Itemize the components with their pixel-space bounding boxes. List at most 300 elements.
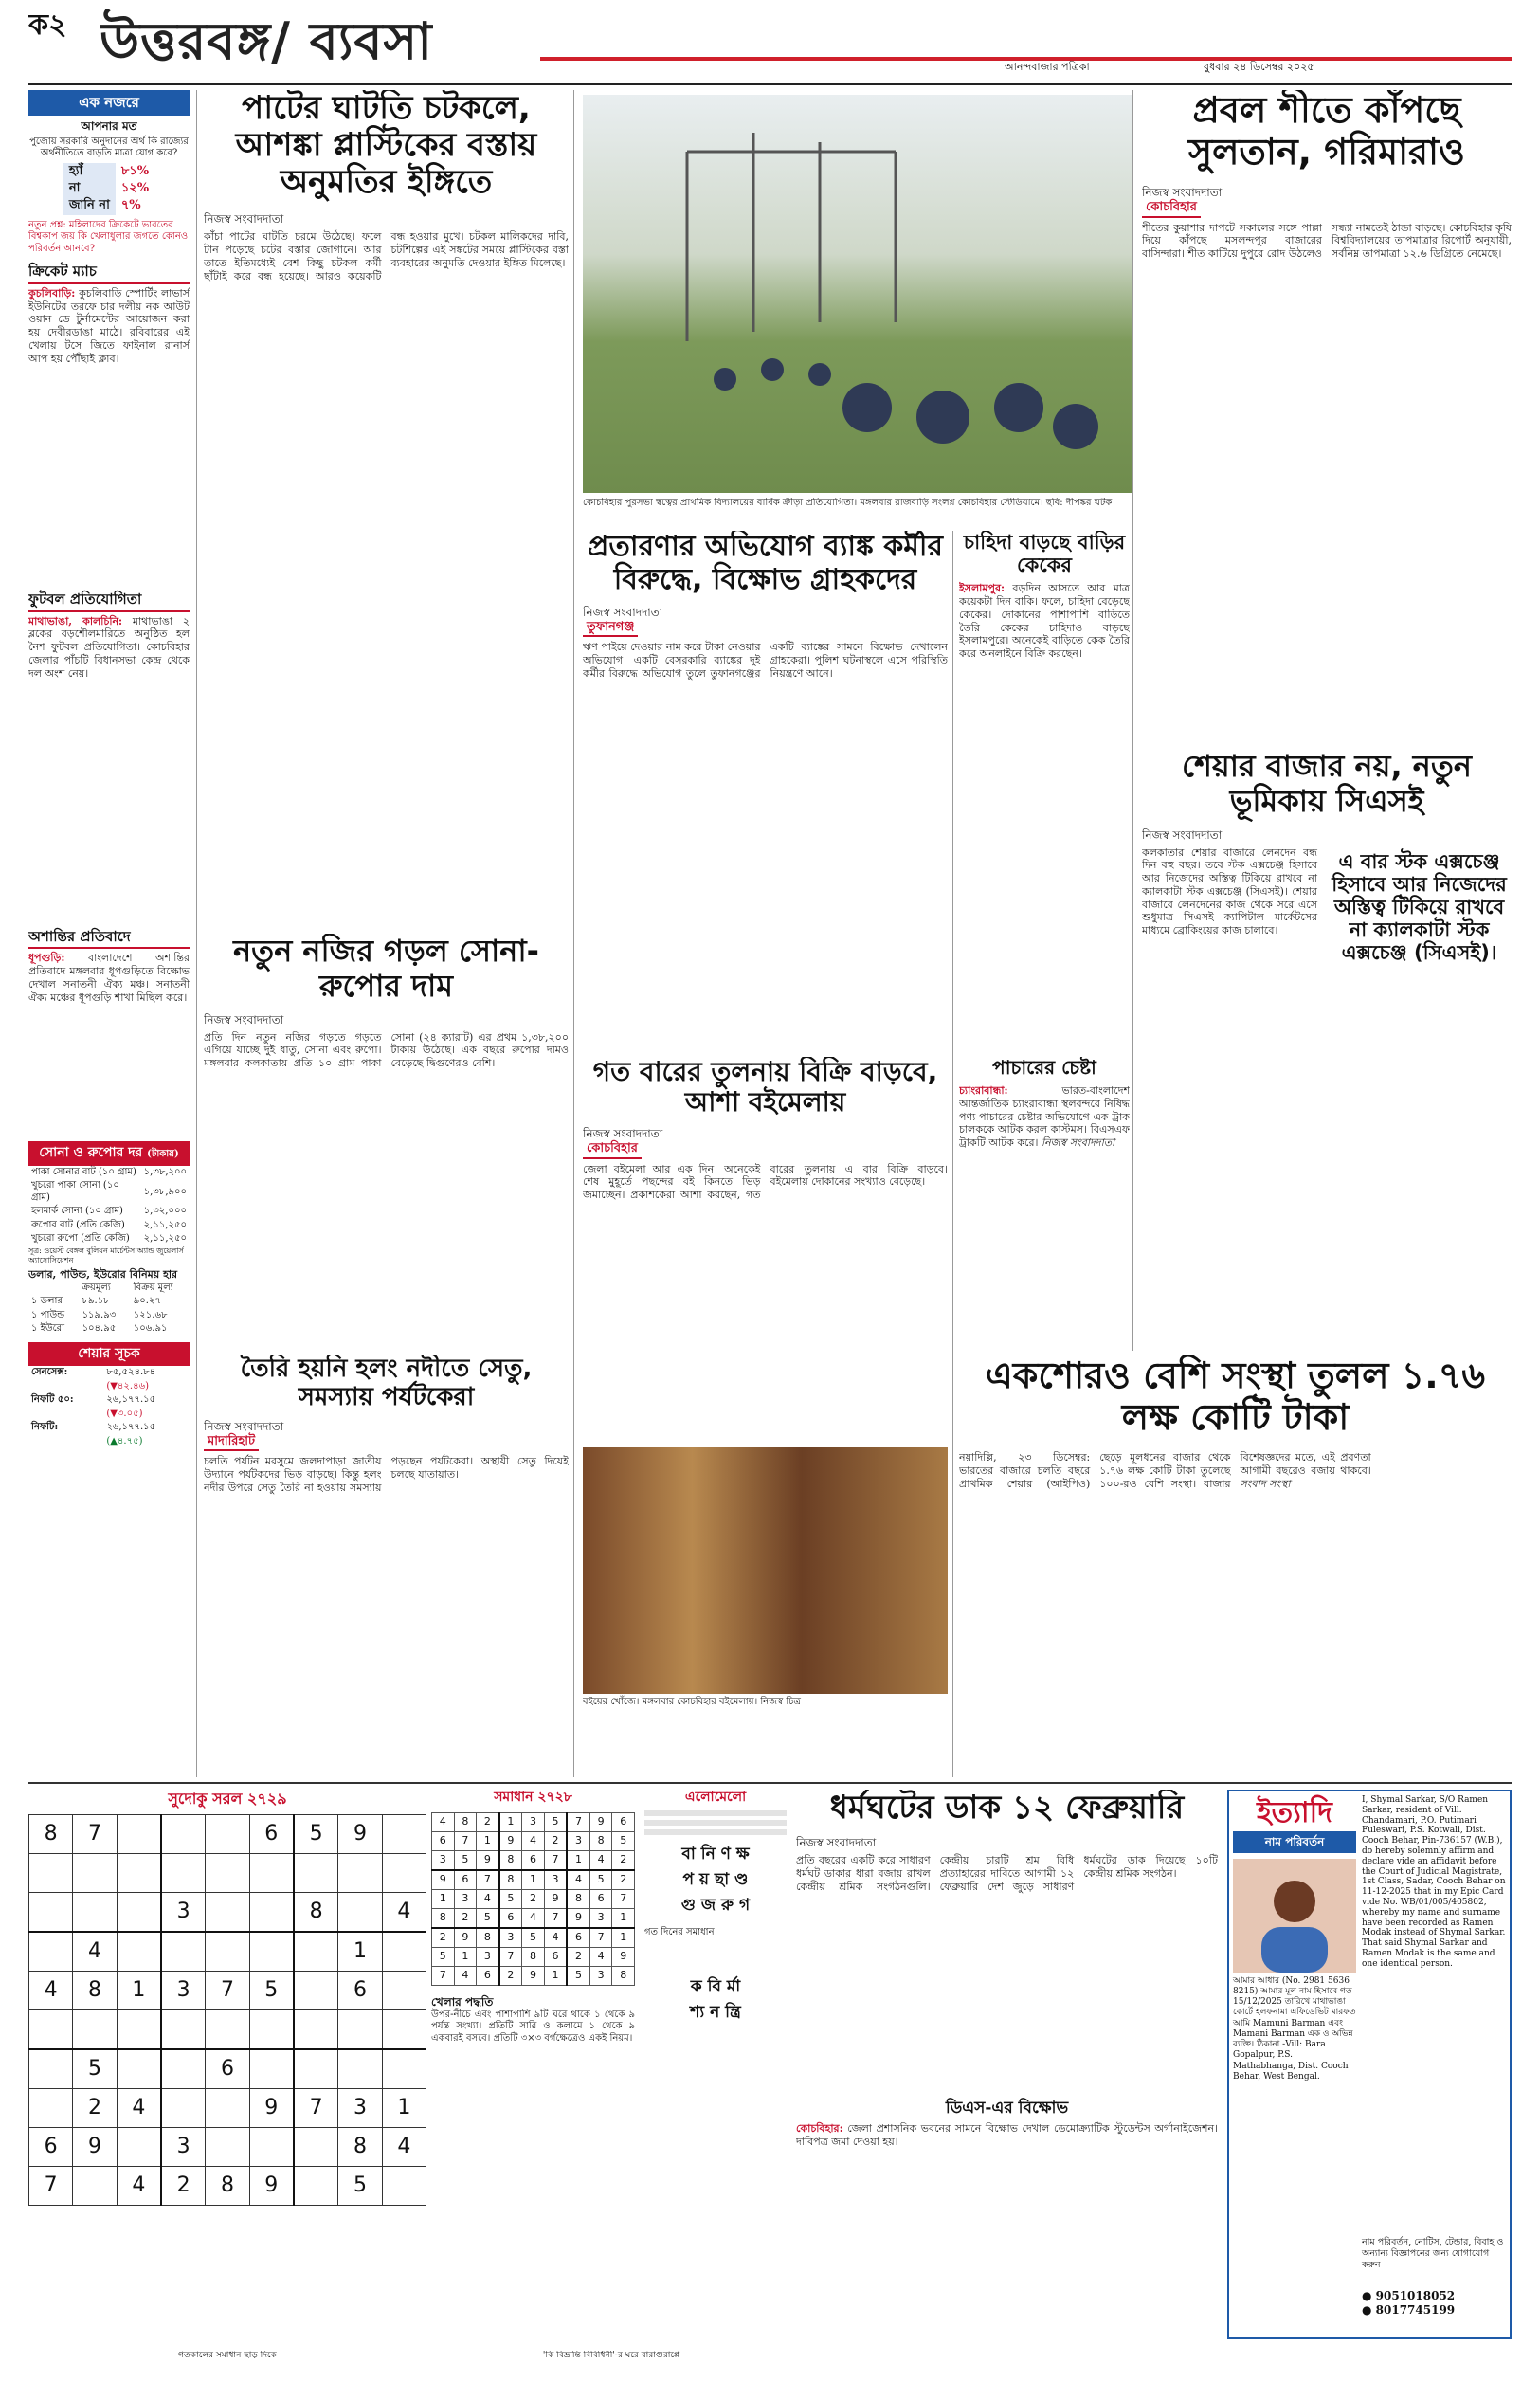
jute-headline: পাটের ঘাটতি চটকলে, আশঙ্কা প্লাস্টিকের বস্তায় অনুমতির ইঙ্গিতে	[235, 90, 537, 202]
gold-record-article	[204, 934, 569, 1341]
sudoku-cell[interactable]	[29, 2049, 73, 2089]
sudoku-cell: 8	[206, 2167, 249, 2206]
sudoku-cell[interactable]	[161, 1854, 206, 1893]
sudoku-cell[interactable]	[249, 2049, 294, 2089]
gold-price: ১,৩২,০০০	[143, 1206, 187, 1217]
sudoku-row	[29, 1932, 426, 1972]
sudoku-cell[interactable]	[117, 2049, 161, 2089]
sudoku-cell: 3	[161, 1972, 206, 2010]
sudoku-row	[29, 2089, 426, 2128]
currency-sell: ১২১.৬৮	[133, 1309, 168, 1320]
cse-body: কলকাতার শেয়ার বাজারে লেনদেন বন্ধ দিন বহু বছর। তবে স্টক এক্সচেঞ্জ হিসাবে আর নিজেদের অস্তিত্ব টিকিয়ে রাখবে না ক্যালকাটা স্টক এক্সচেঞ্জ (সিএসই)। শেয়ার বাজারে লেনদেনের কাজ থেকে সরে এসে শুধুমাত্র সিএসই ক্যাপিটাল মার্কেটসের মাধ্যমে ব্রোকিংয়ের কাজ চালাবে।	[1142, 846, 1317, 937]
gold-rate-row	[28, 1205, 190, 1219]
cricket-body	[28, 287, 190, 591]
classified-panel	[1227, 1790, 1512, 2339]
solution-cell: 7	[544, 1850, 567, 1870]
cold-headline: প্রবল শীতে কাঁপছে সুলতান, গরিমারাও	[1188, 90, 1465, 173]
contact-text: নাম পরিবর্তন, নোটিস, টেন্ডার, বিবাহ ও অন্যান্য বিজ্ঞাপনের জন্য যোগাযোগ করুন	[1362, 2237, 1504, 2270]
at-a-glance-title: এক নজরে	[28, 90, 190, 116]
sudoku-cell[interactable]	[117, 2010, 161, 2050]
cold-byline: নিজস্ব সংবাদদাতা	[1142, 186, 1223, 200]
index-change: (▲৪.৭৫)	[106, 1435, 143, 1446]
index-row	[28, 1393, 190, 1408]
footer-note: 'কি বিভ্রান্তি বিবিধিনী'-র ঘরে বারাগুরাপ্পে	[542, 2351, 680, 2360]
jumble-answer-label: গত দিনের সমাধান	[644, 1927, 715, 1938]
sports-photo-caption: কোচবিহার পুরসভা স্বত্বের প্রাথমিক বিদ্যালয়ের বার্ষিক ক্রীড়া প্রতিযোগিতা। মঙ্গলবার রাজবাড়ি সংলগ্ন কোচবিহার স্টেডিয়ামে। ছবি: দীপঙ্কর ঘটক	[583, 498, 1113, 508]
index-row	[28, 1366, 190, 1380]
sudoku-panel	[28, 1790, 426, 2339]
smuggling-text: ভারত-বাংলাদেশ আন্তর্জাতিক চ্যাংরাবান্ধা স্থলবন্দরে নিষিদ্ধ পণ্য পাচারের চেষ্টার অভিযোগে এক ট্রাক চালককে আটক করল কাস্টমস। বিএসএফ ট্রাকটি আটক করে।	[959, 1084, 1130, 1149]
poll-row	[63, 180, 154, 197]
notice-photo	[1233, 1859, 1356, 1973]
solution-cell: 1	[612, 1928, 635, 1948]
solution-cell: 3	[589, 1966, 612, 1985]
sudoku-cell[interactable]	[382, 2167, 426, 2206]
sudoku-cell[interactable]	[382, 1815, 426, 1854]
cake-text: বড়দিন আসতে আর মাত্র কয়েকটা দিন বাকি। ফলে, চাহিদা বেড়েছে কেকের। দোকানের পাশাপাশি বাড়িতে তৈরি কেকের চাহিদাও বাড়ছে ইসলামপুরে। অনেকেই বাড়িতে কেক তৈরি করে অনলাইনে বিক্রি করছেন।	[959, 582, 1130, 661]
index-change: (▼৪২.৪৬)	[106, 1380, 149, 1391]
sudoku-row	[29, 2049, 426, 2089]
currency-row	[28, 1295, 190, 1309]
sudoku-cell[interactable]	[161, 1815, 206, 1854]
strike-byline: নিজস্ব সংবাদদাতা	[796, 1836, 877, 1850]
currency-buy: ১০৪.৯৫	[82, 1323, 117, 1334]
sudoku-cell[interactable]	[294, 2167, 338, 2206]
cake-article	[959, 531, 1130, 1043]
sudoku-cell[interactable]	[338, 2049, 382, 2089]
tourism-article	[204, 1355, 569, 1777]
solution-cell: 4	[522, 1908, 545, 1928]
currency-sell: ৯০.২৭	[133, 1296, 161, 1306]
gold-record-body: প্রতি দিন নতুন নজির গড়তে গড়তে এগিয়ে যাচ্ছে দুই ধাতু, সোনা এবং রুপো। মঙ্গলবার কলকাতায় প্রতি ১০ গ্রাম পাকা সোনা (২৪ ক্যারাট) এর প্রথম ১,৩৮,২০০ টাকায় উঠেছে। এক বছরে রুপোর দামও বেড়েছে দ্বিগুণেরও বেশি।	[204, 1030, 569, 1070]
gold-rate-row	[28, 1166, 190, 1180]
index-row	[28, 1380, 190, 1394]
sudoku-cell: 8	[338, 2128, 382, 2167]
solution-cell: 7	[567, 1812, 589, 1831]
sudoku-cell: 4	[73, 1932, 117, 1972]
notice-bengali: আমার আধার (No. 2981 5636 8215) আমার মূল নাম হিসাবে গত 15/12/2025 তারিখে মাথাভাঙা কোর্টে হলফনামা এফিডেভিট মারফত আমি Mamuni Barman এবং Mamani Barman এক ও অভিন্ন ব্যক্তি। ঠিকানা -Vill: Bara Gopalpur, P.S. Mathabhanga, Dist. Cooch Behar, West Bengal.	[1233, 1975, 1356, 2082]
sudoku-cell[interactable]	[161, 1932, 206, 1972]
jute-body: কাঁচা পাটের ঘাটতি চরমে উঠেছে। ফলে টান পড়েছে চটের বস্তার জোগানে। আর তাতে ইতিমধ্যেই বেশ কিছু চটকল কর্মী ছাঁটাই করে বন্ধ হয়েছে। আরও কয়েকটি বন্ধ হওয়ার মুখে। চটকল মালিকদের দাবি, চটশিল্পের এই সঙ্কটের সময়ে প্লাস্টিকের বস্তা ব্যবহারের অনুমতি দেওয়ার ইঙ্গিত মিলেছে।	[204, 230, 569, 282]
solution-cell: 5	[544, 1812, 567, 1831]
solution-cell: 9	[589, 1812, 612, 1831]
smuggling-headline: পাচারের চেষ্টা	[992, 1057, 1096, 1079]
solution-row	[432, 1870, 635, 1890]
bookfair-caption: বইয়ের খোঁজে। মঙ্গলবার কোচবিহার বইমেলায়। নিজস্ব চিত্র	[583, 1696, 801, 1707]
solution-grid	[431, 1812, 635, 1986]
tourism-byline: নিজস্ব সংবাদদাতা	[204, 1419, 284, 1433]
sudoku-cell: 1	[338, 1932, 382, 1972]
solution-cell: 5	[499, 1889, 522, 1908]
sudoku-cell: 9	[249, 2167, 294, 2206]
sudoku-cell[interactable]	[117, 2128, 161, 2167]
poll-row	[63, 197, 154, 214]
solution-cell: 2	[454, 1908, 477, 1928]
currency-buy: ৮৯.১৮	[82, 1296, 110, 1306]
phone-number: ● 9051018052	[1362, 2289, 1456, 2302]
sudoku-cell: 5	[294, 1815, 338, 1854]
smuggling-lead: চ্যাংরাবান্ধা:	[959, 1084, 1008, 1097]
sudoku-cell[interactable]	[294, 2049, 338, 2089]
solution-cell: 8	[477, 1928, 499, 1948]
cse-byline: নিজস্ব সংবাদদাতা	[1142, 827, 1223, 842]
sudoku-cell: 3	[161, 2128, 206, 2167]
poll-question: পুজোয় সরকারি অনুদানের অর্থ কি রাজ্যের অর্থনীতিতে বাড়তি মাত্রা যোগ করে?	[29, 136, 189, 159]
sudoku-cell: 4	[382, 1893, 426, 1933]
solution-cell: 5	[522, 1928, 545, 1948]
solution-cell: 1	[612, 1908, 635, 1928]
sudoku-cell[interactable]	[206, 2089, 249, 2128]
sports-photo-illustration	[583, 95, 1132, 493]
sudoku-cell: 7	[73, 1815, 117, 1854]
currency-col-header: ক্রয়মূল্য	[82, 1282, 111, 1293]
sudoku-grid	[28, 1814, 426, 2206]
jute-article	[204, 90, 569, 924]
protest-lead: ধূপগুড়ি:	[28, 952, 65, 965]
solution-cell: 1	[522, 1870, 545, 1890]
sudoku-cell: 3	[338, 2089, 382, 2128]
cake-lead: ইসলামপুর:	[959, 582, 1006, 595]
sudoku-cell[interactable]	[161, 2049, 206, 2089]
poll-label: হ্যাঁ	[63, 163, 116, 180]
gold-record-headline: নতুন নজির গড়ল সোনা-রুপোর দাম	[233, 934, 539, 1004]
solution-cell: 2	[499, 1966, 522, 1985]
solution-cell: 4	[589, 1947, 612, 1966]
solution-cell: 8	[499, 1870, 522, 1890]
football-lead: মাথাভাঙা, কালচিনি:	[28, 614, 123, 627]
index-name: নিফটি ৫০:	[31, 1394, 74, 1405]
sudoku-cell[interactable]	[117, 1932, 161, 1972]
strike-sub-text: জেলা প্রশাসনিক ভবনের সামনে বিক্ষোভ দেখাল ডেমোক্র্যাটিক স্টুডেন্টস অর্গানাইজেশন। দাবিপত্র জমা দেওয়া হয়।	[796, 2122, 1218, 2149]
poll-results	[63, 163, 154, 215]
cricket-lead: কুচলিবাড়ি:	[28, 286, 76, 300]
sudoku-cell: 6	[338, 1972, 382, 2010]
section-title: উত্তরবঙ্গ/ ব্যবসা	[100, 11, 433, 71]
bookfair-article	[583, 1057, 948, 1777]
smuggling-body	[959, 1084, 1130, 1150]
sudoku-cell[interactable]	[206, 1854, 249, 1893]
sudoku-cell[interactable]	[206, 1932, 249, 1972]
bookfair-headline: গত বারের তুলনায় বিক্রি বাড়বে, আশা বইমেলায়	[592, 1057, 938, 1118]
football-heading: ফুটবল প্রতিযোগিতা	[28, 591, 190, 612]
jumble-word: ক বি র্মা	[690, 1976, 741, 1996]
sudoku-cell[interactable]	[161, 2089, 206, 2128]
tourism-body: চলতি পর্যটন মরসুমে জলদাপাড়া জাতীয় উদ্যানে পর্যটকদের ভিড় বাড়ছে। কিন্তু হলং নদীর উপরে সেতু তৈরি না হওয়ায় সমস্যায় পড়ছেন পর্যটকেরা। অস্থায়ী সেতু দিয়েই চলছে যাতায়াত।	[204, 1455, 569, 1494]
solution-cell: 6	[544, 1947, 567, 1966]
sudoku-cell: 5	[249, 1972, 294, 2010]
tourism-dateline: মাদারিহাট	[204, 1434, 259, 1451]
solution-cell: 4	[522, 1831, 545, 1850]
ipo-article	[959, 1355, 1512, 1777]
share-index-table	[28, 1366, 190, 1448]
phone-number-text: 8017745199	[1375, 2303, 1456, 2317]
cricket-heading: ক্রিকেট ম্যাচ	[28, 263, 190, 284]
currency-row	[28, 1309, 190, 1323]
solution-cell: 5	[432, 1947, 455, 1966]
sudoku-cell: 5	[73, 2049, 117, 2089]
sudoku-cell[interactable]	[382, 1854, 426, 1893]
solution-row	[432, 1928, 635, 1948]
rules-text: উপর-নীচে এবং পাশাপাশি ৯টি ঘরে থাকে ১ থেকে ৯ পর্যন্ত সংখ্যা। প্রতিটি সারি ও কলামে ১ থেকে ৯ একবারই বসবে। প্রতিটি ৩×৩ বর্গক্ষেত্রেও একই নিয়ম।	[431, 2009, 635, 2044]
sudoku-cell[interactable]	[206, 2010, 249, 2050]
sudoku-cell: 8	[73, 1972, 117, 2010]
sudoku-cell: 4	[382, 2128, 426, 2167]
sudoku-cell: 1	[117, 1972, 161, 2010]
sudoku-cell[interactable]	[382, 2010, 426, 2050]
sudoku-cell[interactable]	[29, 1932, 73, 1972]
sudoku-cell: 1	[382, 2089, 426, 2128]
sudoku-cell[interactable]	[73, 1893, 117, 1933]
gold-rate-source: সূত্র: ওয়েস্ট বেঙ্গল বুলিয়ন মার্চেন্টস অ্যান্ড জুয়েলার্স অ্যাসোসিয়েশন	[28, 1246, 184, 1264]
sudoku-cell[interactable]	[294, 2128, 338, 2167]
index-change: (▼৩.০৫)	[106, 1408, 143, 1419]
solution-cell: 7	[589, 1928, 612, 1948]
currency-name: ১ ইউরো	[31, 1323, 65, 1334]
sudoku-row	[29, 2010, 426, 2050]
solution-cell: 4	[454, 1966, 477, 1985]
solution-cell: 2	[567, 1947, 589, 1966]
sudoku-cell[interactable]	[249, 1854, 294, 1893]
sudoku-row	[29, 1815, 426, 1854]
sudoku-cell: 7	[294, 2089, 338, 2128]
currency-row	[28, 1322, 190, 1336]
sudoku-cell: 8	[29, 1815, 73, 1854]
gold-rate-title	[28, 1141, 190, 1166]
index-value: ৮৫,৫২৪.৮৪	[106, 1367, 156, 1377]
sudoku-cell[interactable]	[73, 1854, 117, 1893]
sudoku-cell[interactable]	[73, 2167, 117, 2206]
smuggling-article	[959, 1057, 1130, 1351]
solution-cell: 6	[589, 1889, 612, 1908]
currency-sell: ১০৬.৯১	[133, 1323, 168, 1334]
gold-item: খুচরো রুপো (প্রতি কেজি)	[31, 1233, 130, 1245]
rules-title: খেলার পদ্ধতি	[431, 1994, 494, 2009]
sudoku-cell[interactable]	[338, 1854, 382, 1893]
fraud-byline: নিজস্ব সংবাদদাতা	[583, 606, 663, 619]
solution-cell: 5	[589, 1870, 612, 1890]
solution-cell: 1	[544, 1966, 567, 1985]
poll-heading: আপনার মত	[81, 118, 137, 133]
solution-cell: 3	[477, 1947, 499, 1966]
sudoku-cell[interactable]	[29, 2089, 73, 2128]
phone-number: ● 8017745199	[1362, 2303, 1456, 2317]
solution-title: সমাধান ২৭২৮	[494, 1790, 572, 1805]
currency-name: ১ পাউন্ড	[31, 1309, 65, 1320]
poll-label: জানি না	[63, 197, 116, 214]
sudoku-cell[interactable]	[382, 2049, 426, 2089]
column-divider	[196, 90, 197, 1777]
strike-headline: ধর্মঘটের ডাক ১২ ফেব্রুয়ারি	[829, 1790, 1185, 1827]
sudoku-cell[interactable]	[73, 2010, 117, 2050]
sudoku-cell[interactable]	[294, 2010, 338, 2050]
jumble-panel	[644, 1790, 787, 2339]
sudoku-cell: 4	[117, 2167, 161, 2206]
solution-cell: 6	[612, 1812, 635, 1831]
solution-cell: 6	[499, 1908, 522, 1928]
classified-subtitle: নাম পরিবর্তন	[1233, 1831, 1356, 1853]
phone-number-text: 9051018052	[1375, 2289, 1456, 2302]
solution-cell: 2	[477, 1812, 499, 1831]
sudoku-cell: 6	[206, 2049, 249, 2089]
jumble-word: গু জ রু গ	[680, 1896, 751, 1915]
solution-cell: 6	[567, 1928, 589, 1948]
sudoku-row	[29, 2128, 426, 2167]
strike-subhead: ডিএস-এর বিক্ষোভ	[945, 2099, 1069, 2118]
currency-col-header: বিক্রয় মূল্য	[133, 1282, 173, 1293]
bookfair-photo	[583, 1447, 948, 1694]
sudoku-cell[interactable]	[382, 1932, 426, 1972]
share-index-title: শেয়ার সূচক	[28, 1342, 190, 1367]
sudoku-cell[interactable]	[249, 1932, 294, 1972]
protest-heading: অশান্তির প্রতিবাদে	[28, 928, 190, 950]
solution-row	[432, 1966, 635, 1985]
solution-row	[432, 1908, 635, 1928]
solution-cell: 9	[454, 1928, 477, 1948]
poll-next-question: নতুন প্রশ্ন: মহিলাদের ক্রিকেটে ভারতের বিশ্বকাপ জয় কি খেলাধুলার জগতে কোনও পরিবর্তন আনবে?	[28, 219, 189, 254]
gold-rate-title-text: সোনা ও রুপোর দর	[39, 1145, 143, 1161]
column-divider	[952, 531, 953, 1777]
sudoku-cell[interactable]	[338, 1893, 382, 1933]
strike-sub-body	[796, 2122, 1218, 2149]
gold-rate-row	[28, 1179, 190, 1205]
solution-cell: 3	[522, 1812, 545, 1831]
sudoku-cell[interactable]	[338, 2010, 382, 2050]
gold-price: ২,১১,২৫০	[143, 1219, 187, 1230]
fraud-dateline: তুফানগঞ্জ	[583, 620, 638, 637]
fraud-article	[583, 531, 948, 1043]
sudoku-cell: 7	[29, 2167, 73, 2206]
currency-name: ১ ডলার	[31, 1296, 63, 1306]
currency-buy: ১১৯.৯৩	[82, 1309, 117, 1320]
sudoku-cell: 2	[73, 2089, 117, 2128]
ipo-body	[959, 1451, 1512, 1736]
sudoku-title: সুদোকু সরল ২৭২৯	[168, 1790, 287, 1808]
sudoku-cell: 9	[249, 2089, 294, 2128]
bookfair-byline: নিজস্ব সংবাদদাতা	[583, 1127, 663, 1141]
sudoku-cell[interactable]	[206, 2128, 249, 2167]
strike-sub-lead: কোচবিহার:	[796, 2122, 843, 2136]
solution-row	[432, 1889, 635, 1908]
index-row	[28, 1421, 190, 1435]
solution-cell: 3	[454, 1889, 477, 1908]
sudoku-cell[interactable]	[294, 1972, 338, 2010]
solution-cell: 8	[567, 1889, 589, 1908]
solution-cell: 3	[567, 1831, 589, 1850]
solution-cell: 9	[432, 1870, 455, 1890]
sudoku-cell[interactable]	[249, 1893, 294, 1933]
solution-cell: 2	[432, 1928, 455, 1948]
jumble-word: বা নি ণ ক্ষ	[681, 1844, 750, 1864]
solution-cell: 7	[454, 1831, 477, 1850]
solution-cell: 9	[544, 1889, 567, 1908]
solution-cell: 9	[612, 1947, 635, 1966]
masthead-rule	[28, 83, 1512, 85]
jumble-word: শ্য ন ন্ত্রি	[690, 2003, 741, 2022]
jute-byline: নিজস্ব সংবাদদাতা	[204, 212, 284, 227]
sudoku-cell[interactable]	[382, 1972, 426, 2010]
cse-headline: শেয়ার বাজার নয়, নতুন ভূমিকায় সিএসই	[1182, 749, 1472, 819]
sudoku-cell[interactable]	[249, 2010, 294, 2050]
currency-header-row	[28, 1282, 190, 1296]
sudoku-cell[interactable]	[29, 2010, 73, 2050]
index-value: ২৬,১৭৭.১৫	[106, 1422, 156, 1432]
sudoku-cell: 7	[206, 1972, 249, 2010]
sudoku-cell[interactable]	[117, 1854, 161, 1893]
gold-item: খুচরো পাকা সোনা (১০ গ্রাম)	[31, 1180, 119, 1203]
gold-price: ২,১১,২৫০	[143, 1233, 187, 1245]
solution-cell: 4	[477, 1889, 499, 1908]
fraud-headline: প্রতারণার অভিযোগ ব্যাঙ্ক কর্মীর বিরুদ্ধে, বিক্ষোভ গ্রাহকদের	[588, 531, 943, 596]
currency-table	[28, 1282, 190, 1336]
index-value: ২৬,১৭৭.১৫	[106, 1394, 156, 1405]
sudoku-cell: 9	[338, 1815, 382, 1854]
ipo-headline: একশোরও বেশি সংস্থা তুলল ১.৭৬ লক্ষ কোটি টাকা	[985, 1355, 1486, 1438]
solution-cell: 7	[612, 1889, 635, 1908]
notice-english: I, Shymal Sarkar, S/O Ramen Sarkar, resident of Vill. Chandamari, P.O. Putimari Fuleswari, P.S. Kotwali, Dist. Cooch Behar, Pin-736157 (W.B.), do hereby solemnly affirm and declare vide an affidavit before the Court of Judicial Magistrate, 1st Class, Sadar, Cooch Behar on 11-12-2025 that in my Epic Card vide No. WB/01/005/405802, whereby my name and surname have been recorded as Ramen Modak instead of Shymal Sarkar. That said Shymal Sarkar and Ramen Modak is the same and one identical person.	[1362, 1795, 1506, 1969]
sudoku-cell[interactable]	[29, 1893, 73, 1933]
solution-cell: 9	[567, 1908, 589, 1928]
solution-cell: 8	[499, 1850, 522, 1870]
bookfair-body: জেলা বইমেলা আর এক দিন। অনেকেই শেষ মুহূর্তে পছন্দের বই কিনতে ভিড় জমাচ্ছেন। প্রকাশকেরা আশা করছেন, গত বারের তুলনায় এ বার বিক্রি বাড়বে। বইমেলায় দোকানের সংখ্যাও বেড়েছে।	[583, 1162, 948, 1202]
sudoku-row	[29, 1893, 426, 1933]
sudoku-cell: 6	[29, 2128, 73, 2167]
poll-row	[63, 163, 154, 180]
cse-article	[1142, 749, 1512, 1351]
tourism-headline: তৈরি হয়নি হলং নদীতে সেতু, সমস্যায় পর্যটকেরা	[240, 1355, 533, 1411]
column-divider	[573, 90, 574, 1777]
solution-cell: 7	[544, 1908, 567, 1928]
strike-article	[796, 1790, 1218, 2339]
football-body	[28, 615, 190, 928]
solution-cell: 7	[477, 1870, 499, 1890]
poll-label: না	[63, 180, 116, 197]
solution-cell: 9	[499, 1831, 522, 1850]
solution-cell: 6	[432, 1831, 455, 1850]
sudoku-cell: 4	[29, 1972, 73, 2010]
sudoku-cell[interactable]	[294, 1854, 338, 1893]
gold-rate-table	[28, 1166, 190, 1246]
cake-headline: চাহিদা বাড়ছে বাড়ির কেকের	[963, 531, 1126, 577]
gold-rate-row	[28, 1232, 190, 1246]
sudoku-cell[interactable]	[161, 2010, 206, 2050]
sudoku-cell[interactable]	[294, 1932, 338, 1972]
gold-item: রুপোর বাট (প্রতি কেজি)	[31, 1219, 125, 1230]
sudoku-cell[interactable]	[117, 1815, 161, 1854]
currency-title: ডলার, পাউন্ড, ইউরোর বিনিময় হার	[28, 1267, 178, 1281]
sudoku-cell[interactable]	[29, 1854, 73, 1893]
solution-cell: 2	[544, 1831, 567, 1850]
sudoku-cell[interactable]	[206, 1815, 249, 1854]
solution-cell: 4	[432, 1812, 455, 1831]
sudoku-row	[29, 2167, 426, 2206]
paper-date: বুধবার ২৪ ডিসেম্বর ২০২৫	[1204, 61, 1314, 73]
cse-pull-quote: এ বার স্টক এক্সচেঞ্জ হিসাবে আর নিজেদের অস্তিত্ব টিকিয়ে রাখবে না ক্যালকাটা স্টক এক্সচেঞ্জ (সিএসই)।	[1332, 849, 1507, 965]
gold-rate-unit: (টাকায়)	[147, 1149, 179, 1160]
poll-value: ৭%	[120, 198, 141, 213]
cold-body: শীতের কুয়াশার দাপটে সকালের সঙ্গে পাল্লা দিয়ে কাঁপছে মসলন্দপুর বাজারের বাসিন্দারা। শীত কাটিয়ে দুপুরে রোদ উঠলেও সন্ধ্যা নামতেই ঠান্ডা বাড়ছে। কোচবিহার কৃষি বিশ্ববিদ্যালয়ের তাপমাত্রার রিপোর্ট অনুযায়ী, সর্বনিম্ন তাপমাত্রা ১২.৬ ডিগ্রিতে নেমেছে।	[1142, 221, 1512, 261]
solution-cell: 1	[567, 1850, 589, 1870]
gold-item: হলমার্ক সোনা (১০ গ্রাম)	[31, 1206, 123, 1217]
solution-cell: 7	[432, 1966, 455, 1985]
jumble-title: এলোমেলো	[684, 1790, 747, 1805]
sudoku-cell: 6	[249, 1815, 294, 1854]
sudoku-cell[interactable]	[249, 2128, 294, 2167]
solution-cell: 5	[454, 1850, 477, 1870]
gold-price: ১,৩৮,৯০০	[143, 1186, 187, 1197]
sudoku-cell[interactable]	[117, 1893, 161, 1933]
sudoku-cell[interactable]	[206, 1893, 249, 1933]
sudoku-cell: 3	[161, 1893, 206, 1933]
